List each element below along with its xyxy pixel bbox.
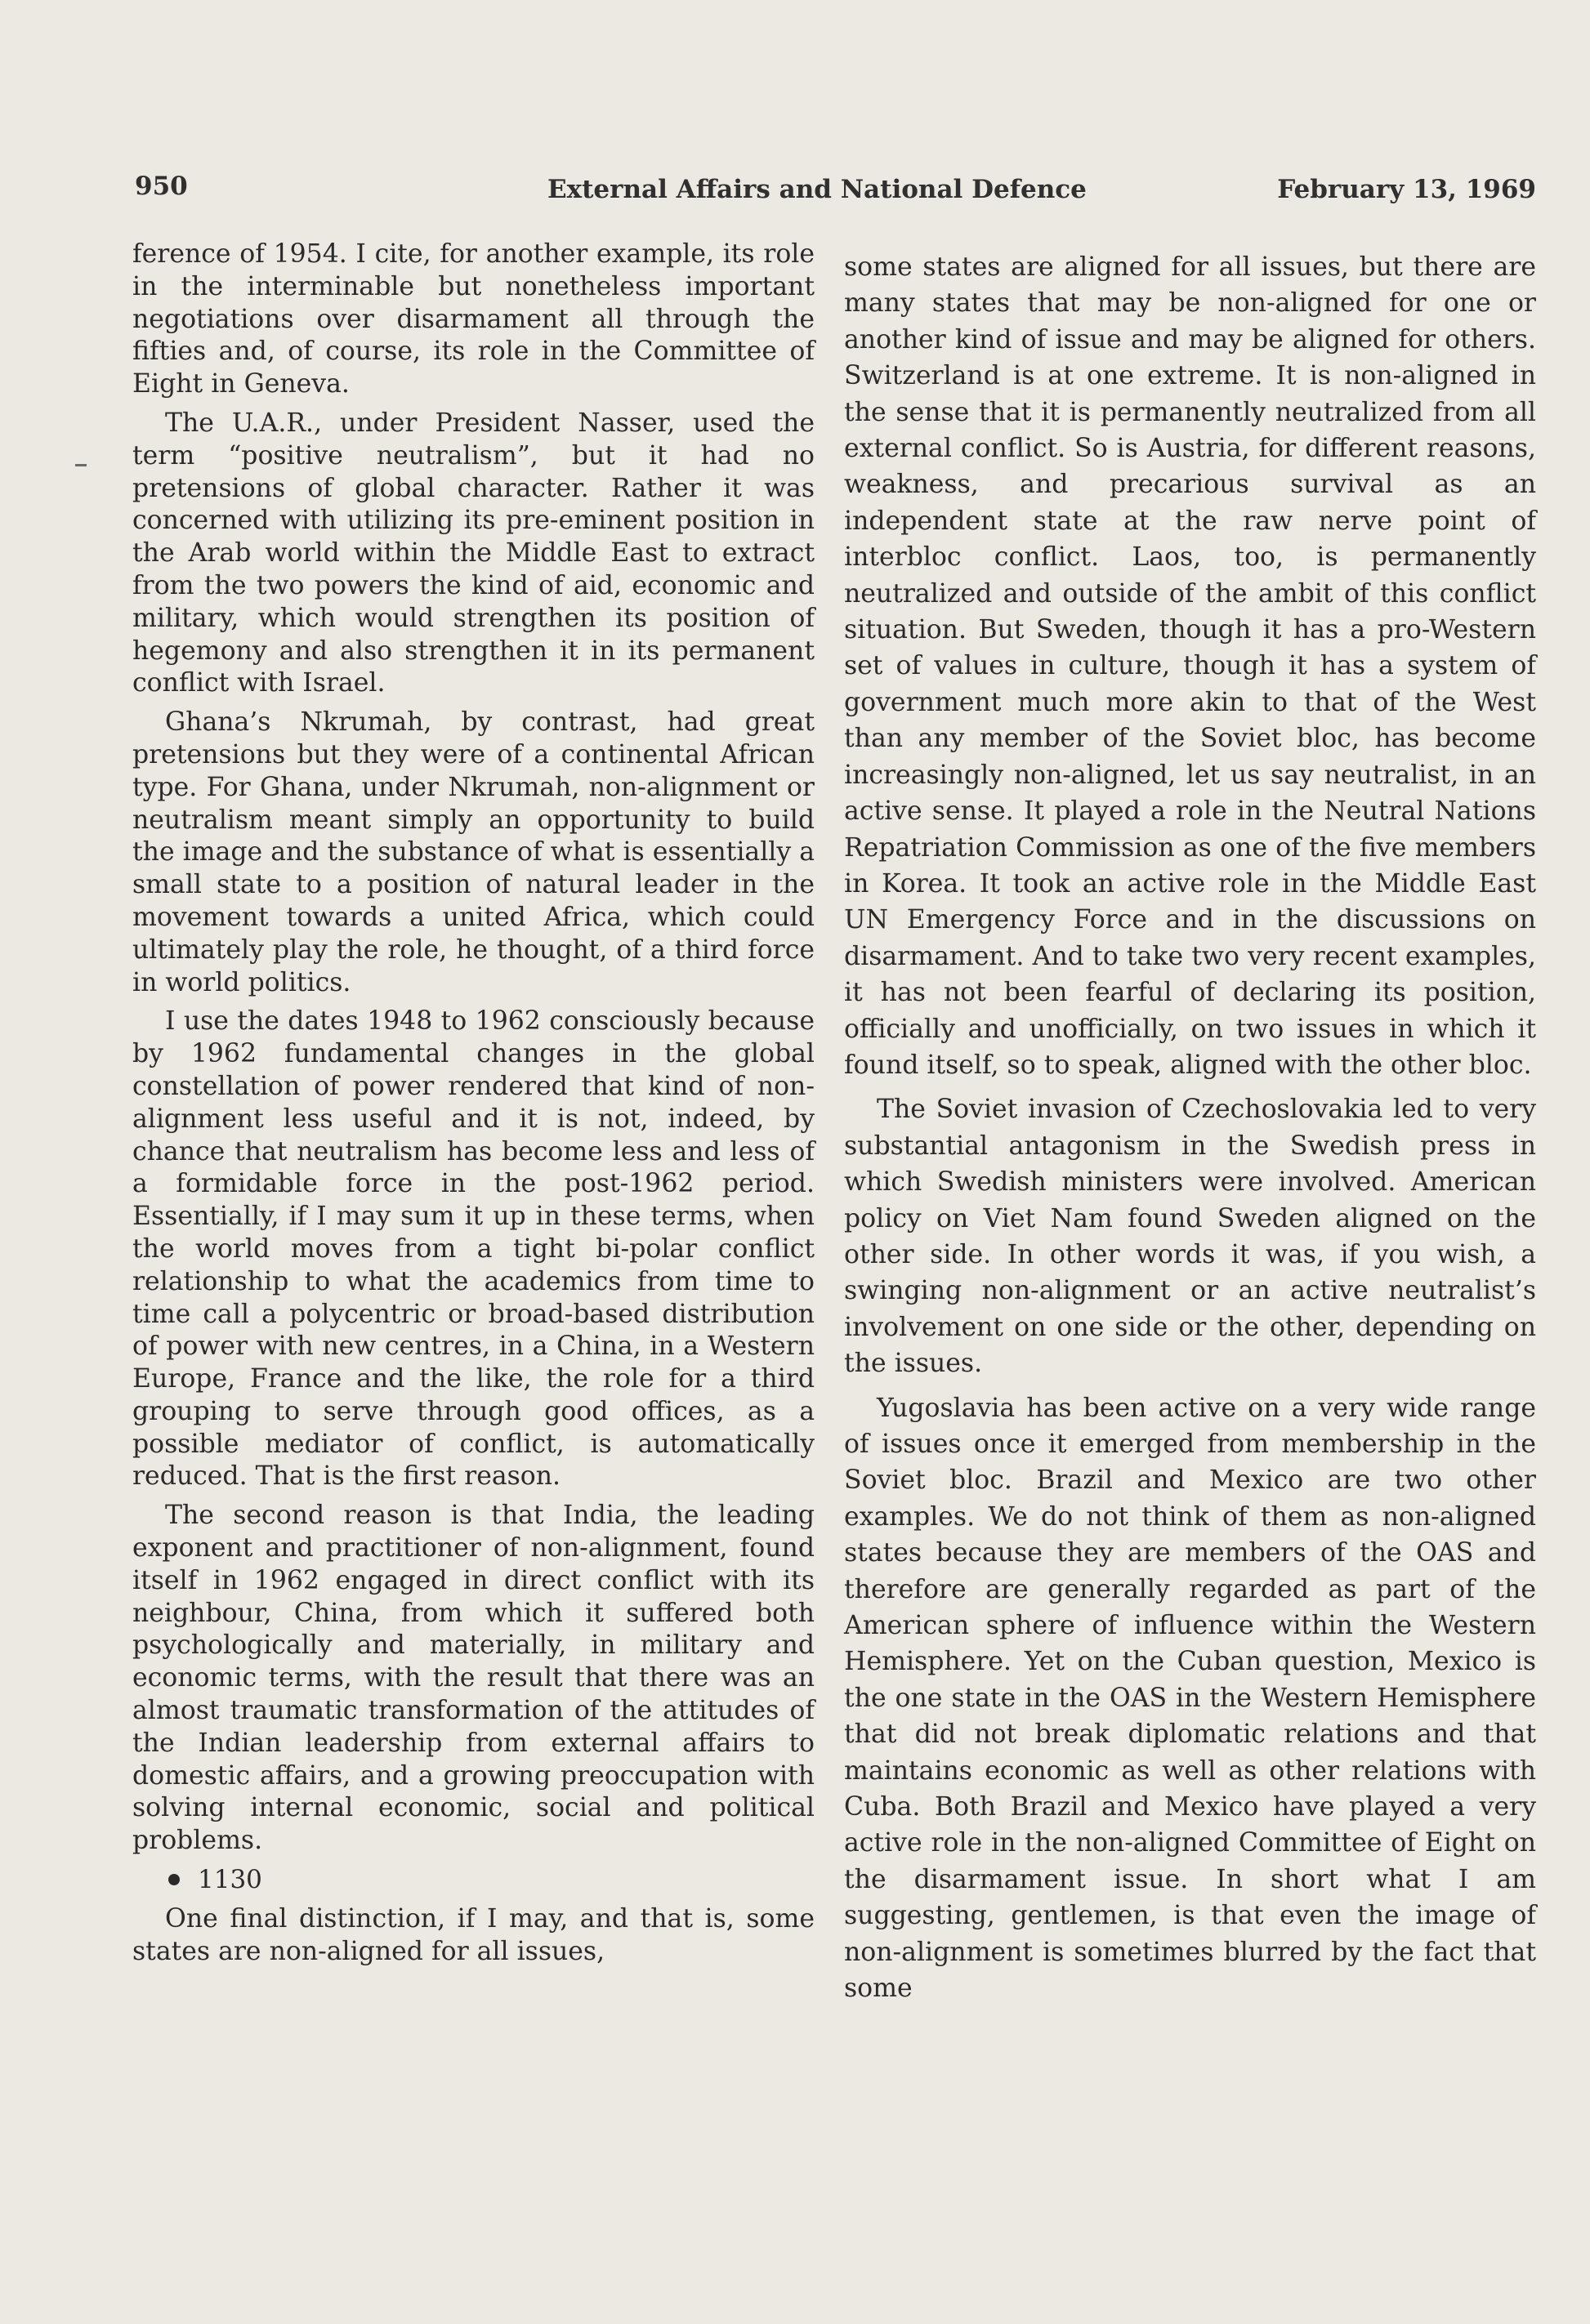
paragraph: The second reason is that India, the leading exponent and practitioner of non-alignment, found itself in 1962 engaged in direct conflict with its neighbour, China, from which it suffered both psychologically and materially, in military and economic terms, with the result that there was an almost traumatic transformation of the attitudes of the Indian leadership from external affairs to domestic affairs, and a growing preoccupation with solving internal economic, social and political problems. <box>132 1501 815 1856</box>
time-marker-text: 1130 <box>198 1865 262 1895</box>
page-number: 950 <box>135 172 188 201</box>
page-header <box>135 172 1536 212</box>
margin-mark <box>75 464 87 466</box>
paragraph: ference of 1954. I cite, for another example, its role in the interminable but nonetheless important negotiations over disarmament all through the fifties and, of course, its role in the Committee of Eight in Geneva. <box>132 239 815 399</box>
paragraph: The Soviet invasion of Czechoslovakia led to very substantial antagonism in the Swedish press in which Swedish ministers were involved. American policy on Viet Nam found Sweden aligned on the other side. In other words it was, if you wish, a swinging non-alignment or an active neutralist’s involvement on one side or the other, depending on the issues. <box>844 1095 1536 1379</box>
paragraph: One final distinction, if I may, and that is, some states are non-aligned for all issues, <box>132 1903 815 1966</box>
paragraph: The U.A.R., under President Nasser, used the term “positive neutralism”, but it had no pretensions of global character. Rather it was concerned with utilizing its pre-eminent position in the Arab world within the Middle East to extract from the two powers the kind of aid, economic and military, which would strengthen its position of hegemony and also strengthen it in its permanent conflict with Israel. <box>132 408 815 698</box>
paragraph: I use the dates 1948 to 1962 consciously because by 1962 fundamental changes in the global constellation of power rendered that kind of non-alignment less useful and it is not, indeed, by chance that neutralism has become less and less of a formidable force in the post-1962 period. Essentially, if I may sum it up in these terms, when the world moves from a tight bi-polar conflict relationship to what the academics from time to time call a polycentric or broad-based distribution of power with new centres, in a China, in a Western Europe, France and the like, the role for a third grouping to serve through good offices, as a possible mediator of conflict, is automatically reduced. That is the first reason. <box>132 1006 815 1492</box>
page-date: February 13, 1969 <box>1277 175 1536 204</box>
paragraph: some states are aligned for all issues, but there are many states that may be non-aligned for one or another kind of issue and may be aligned for others. Switzerland is at one extreme. It is non-aligned in the sense that it is permanently neutralized from all external conflict. So is Austria, for different reasons, weakness, and precarious survival as an independent state at the raw nerve point of interbloc conflict. Laos, too, is permanently neutralized and outside of the ambit of this conflict situation. But Sweden, though it has a pro-Western set of values in culture, though it has a system of government much more akin to that of the West than any member of the Soviet bloc, has become increasingly non-aligned, let us say neutralist, in an active sense. It played a role in the Neutral Nations Repatriation Commission as one of the five members in Korea. It took an active role in the Middle East UN Emergency Force and in the discussions on disarmament. And to take two very recent examples, it has not been fearful of declaring its position, officially and unofficially, on two issues in which it found itself, so to speak, aligned with the other bloc. <box>844 252 1536 1080</box>
paragraph: Ghana’s Nkrumah, by contrast, had great pretensions but they were of a continental African type. For Ghana, under Nkrumah, non-alignment or neutralism meant simply an opportunity to build the image and the substance of what is essentially a small state to a position of natural leader in the movement towards a united Africa, which could ultimately play the role, he thought, of a third force in world politics. <box>132 707 815 997</box>
time-marker <box>132 1864 815 1897</box>
left-column <box>132 239 815 1974</box>
running-title: External Affairs and National Defence <box>547 175 1087 204</box>
right-column <box>844 249 1536 2015</box>
paragraph: Yugoslavia has been active on a very wide range of issues once it emerged from membership in the Soviet bloc. Brazil and Mexico are two other examples. We do not think of them as non-aligned states because they are members of the OAS and therefore are generally regarded as part of the American sphere of influence within the Western Hemisphere. Yet on the Cuban question, Mexico is the one state in the OAS in the Western Hemisphere that did not break diplomatic relations and that maintains economic as well as other relations with Cuba. Both Brazil and Mexico have played a very active role in the non-aligned Committee of Eight on the disarmament issue. In short what I am suggesting, gentlemen, is that even the image of non-alignment is sometimes blurred by the fact that some <box>844 1393 1536 2004</box>
bullet-icon <box>168 1874 180 1885</box>
